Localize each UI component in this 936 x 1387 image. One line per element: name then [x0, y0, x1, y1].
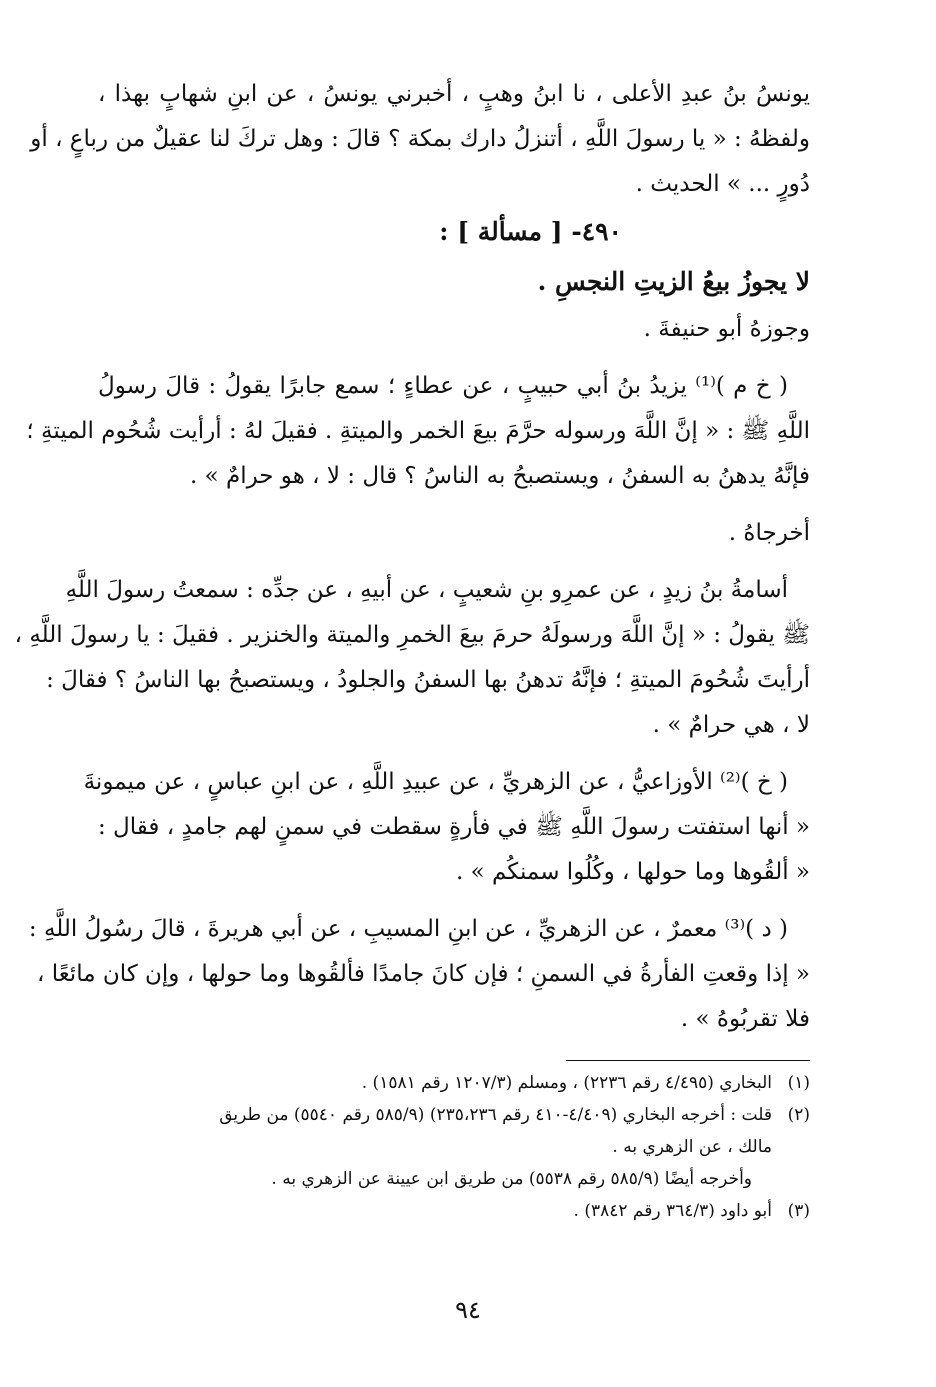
text-line: دُورٍ ... » الحديث . — [635, 171, 810, 197]
text-line: ( خ م )⁽¹⁾ يزيدُ بنُ أبي حبيبٍ ، عن عطاءٍ ؛ سمع جابرًا يقولُ : قالَ رسولُ — [98, 373, 788, 399]
footnote-text: أبو داود (٣٦٤/٣ رقم ٣٨٤٢) . — [573, 1201, 772, 1221]
footnote-number: (٢) — [787, 1105, 810, 1125]
masala-heading: ٤٩٠- [ مسألة ] : — [439, 217, 622, 246]
masala-opinion: وجوزهُ أبو حنيفةَ . — [643, 316, 810, 342]
text-line: ( د )⁽³⁾ معمرٌ ، عن الزهريِّ ، عن ابنِ المسيبِ ، عن أبي هريرةَ ، قالَ رسُولُ اللَّهِ : — [28, 916, 788, 942]
text-line: اللَّهِ ﷺ : « إنَّ اللَّهَ ورسوله حرَّمَ بيعَ الخمر والميتةِ . فقيلَ لهُ : أرأيت شُحُوم الميتةِ ؛ — [26, 418, 810, 444]
footnote-separator — [566, 1060, 810, 1061]
hadith-paragraph-2 — [14, 568, 810, 748]
text-line: « أنها استفتت رسولَ اللَّهِ ﷺ في فأرةٍ سقطت في سمنٍ لهم جامدٍ ، فقال : — [98, 814, 810, 840]
hadith-paragraph-1 — [26, 364, 810, 499]
footnotes — [98, 1067, 810, 1227]
text-line: « إذا وقعتِ الفأرةُ في السمنِ ؛ فإن كانَ جامدًا فألقُوها وما حولها ، وإن كان مائعًا ، — [36, 961, 810, 987]
footnote-2-continuation: مالك ، عن الزهري به . — [612, 1137, 772, 1157]
footnote-2-extra: وأخرجه أيضًا (٥٨٥/٩ رقم ٥٥٣٨) من طريق ابن عيينة عن الزهري به . — [271, 1169, 752, 1189]
text-line: يونسُ بنُ عبدِ الأعلى ، نا ابنُ وهبٍ ، أخبرني يونسُ ، عن ابنِ شهابٍ بهذا ، — [98, 81, 810, 107]
text-line: فإنَّهُ يدهنُ به السفنُ ، ويستصبحُ به الناسُ ؟ قال : لا ، هو حرامٌ » . — [189, 463, 810, 489]
text-line: ﷺ يقولُ : « إنَّ اللَّهَ ورسولَهُ حرمَ بيعَ الخمرِ والميتة والخنزير . فقيلَ : يا رسولَ اللَّهِ ، — [14, 622, 810, 648]
page-number: ٩٤ — [455, 1296, 481, 1324]
hadith-paragraph-4 — [28, 907, 810, 1042]
footnote-3 — [98, 1195, 810, 1227]
text-line: ( خ )⁽²⁾ الأوزاعيُّ ، عن الزهريِّ ، عن عبيدِ اللَّهِ ، عن ابنِ عباسٍ ، عن ميمونةَ — [83, 769, 788, 795]
footnote-number: (٣) — [787, 1201, 810, 1221]
hadith1-conclusion: أخرجاهُ . — [728, 520, 810, 546]
text-line: « ألقُوها وما حولها ، وكُلُوا سمنكُم » . — [455, 859, 810, 885]
text-line: ولفظهُ : « يا رسولَ اللَّهِ ، أتنزلُ دارك بمكة ؟ قالَ : وهل تركَ لنا عقيلٌ من رباعٍ ، أو — [30, 126, 810, 152]
footnote-text: البخاري (٤/٤٩٥ رقم ٢٢٣٦) ، ومسلم (١٢٠٧/٣ رقم ١٥٨١) . — [361, 1073, 772, 1093]
text-line: فلا تقربُوهُ » . — [680, 1006, 810, 1032]
masala-rule: لا يجوزُ بيعُ الزيتِ النجسِ . — [537, 267, 810, 296]
intro-paragraph — [30, 72, 810, 207]
text-line: لا ، هي حرامٌ » . — [652, 712, 810, 738]
footnote-1 — [98, 1067, 810, 1099]
text-line: أسامةُ بنُ زيدٍ ، عن عمرِو بنِ شعيبٍ ، عن أبيهِ ، عن جدِّه : سمعتُ رسولَ اللَّهِ — [65, 577, 788, 603]
footnote-number: (١) — [787, 1073, 810, 1093]
text-line: أرأيتَ شُحُومَ الميتةِ ؛ فإنَّهُ تدهنُ بها السفنُ والجلودُ ، ويستصبحُ بها الناسُ ؟ فقالَ : — [46, 667, 810, 693]
book-page — [14, 72, 810, 1227]
hadith-paragraph-3 — [83, 760, 810, 895]
footnote-2 — [98, 1099, 810, 1131]
footnote-text: قلت : أخرجه البخاري (٤/٤٠٩-٤١٠ رقم ٢٣٥،٢٣٦) (٥٨٥/٩ رقم ٥٥٤٠) من طريق — [219, 1105, 772, 1125]
